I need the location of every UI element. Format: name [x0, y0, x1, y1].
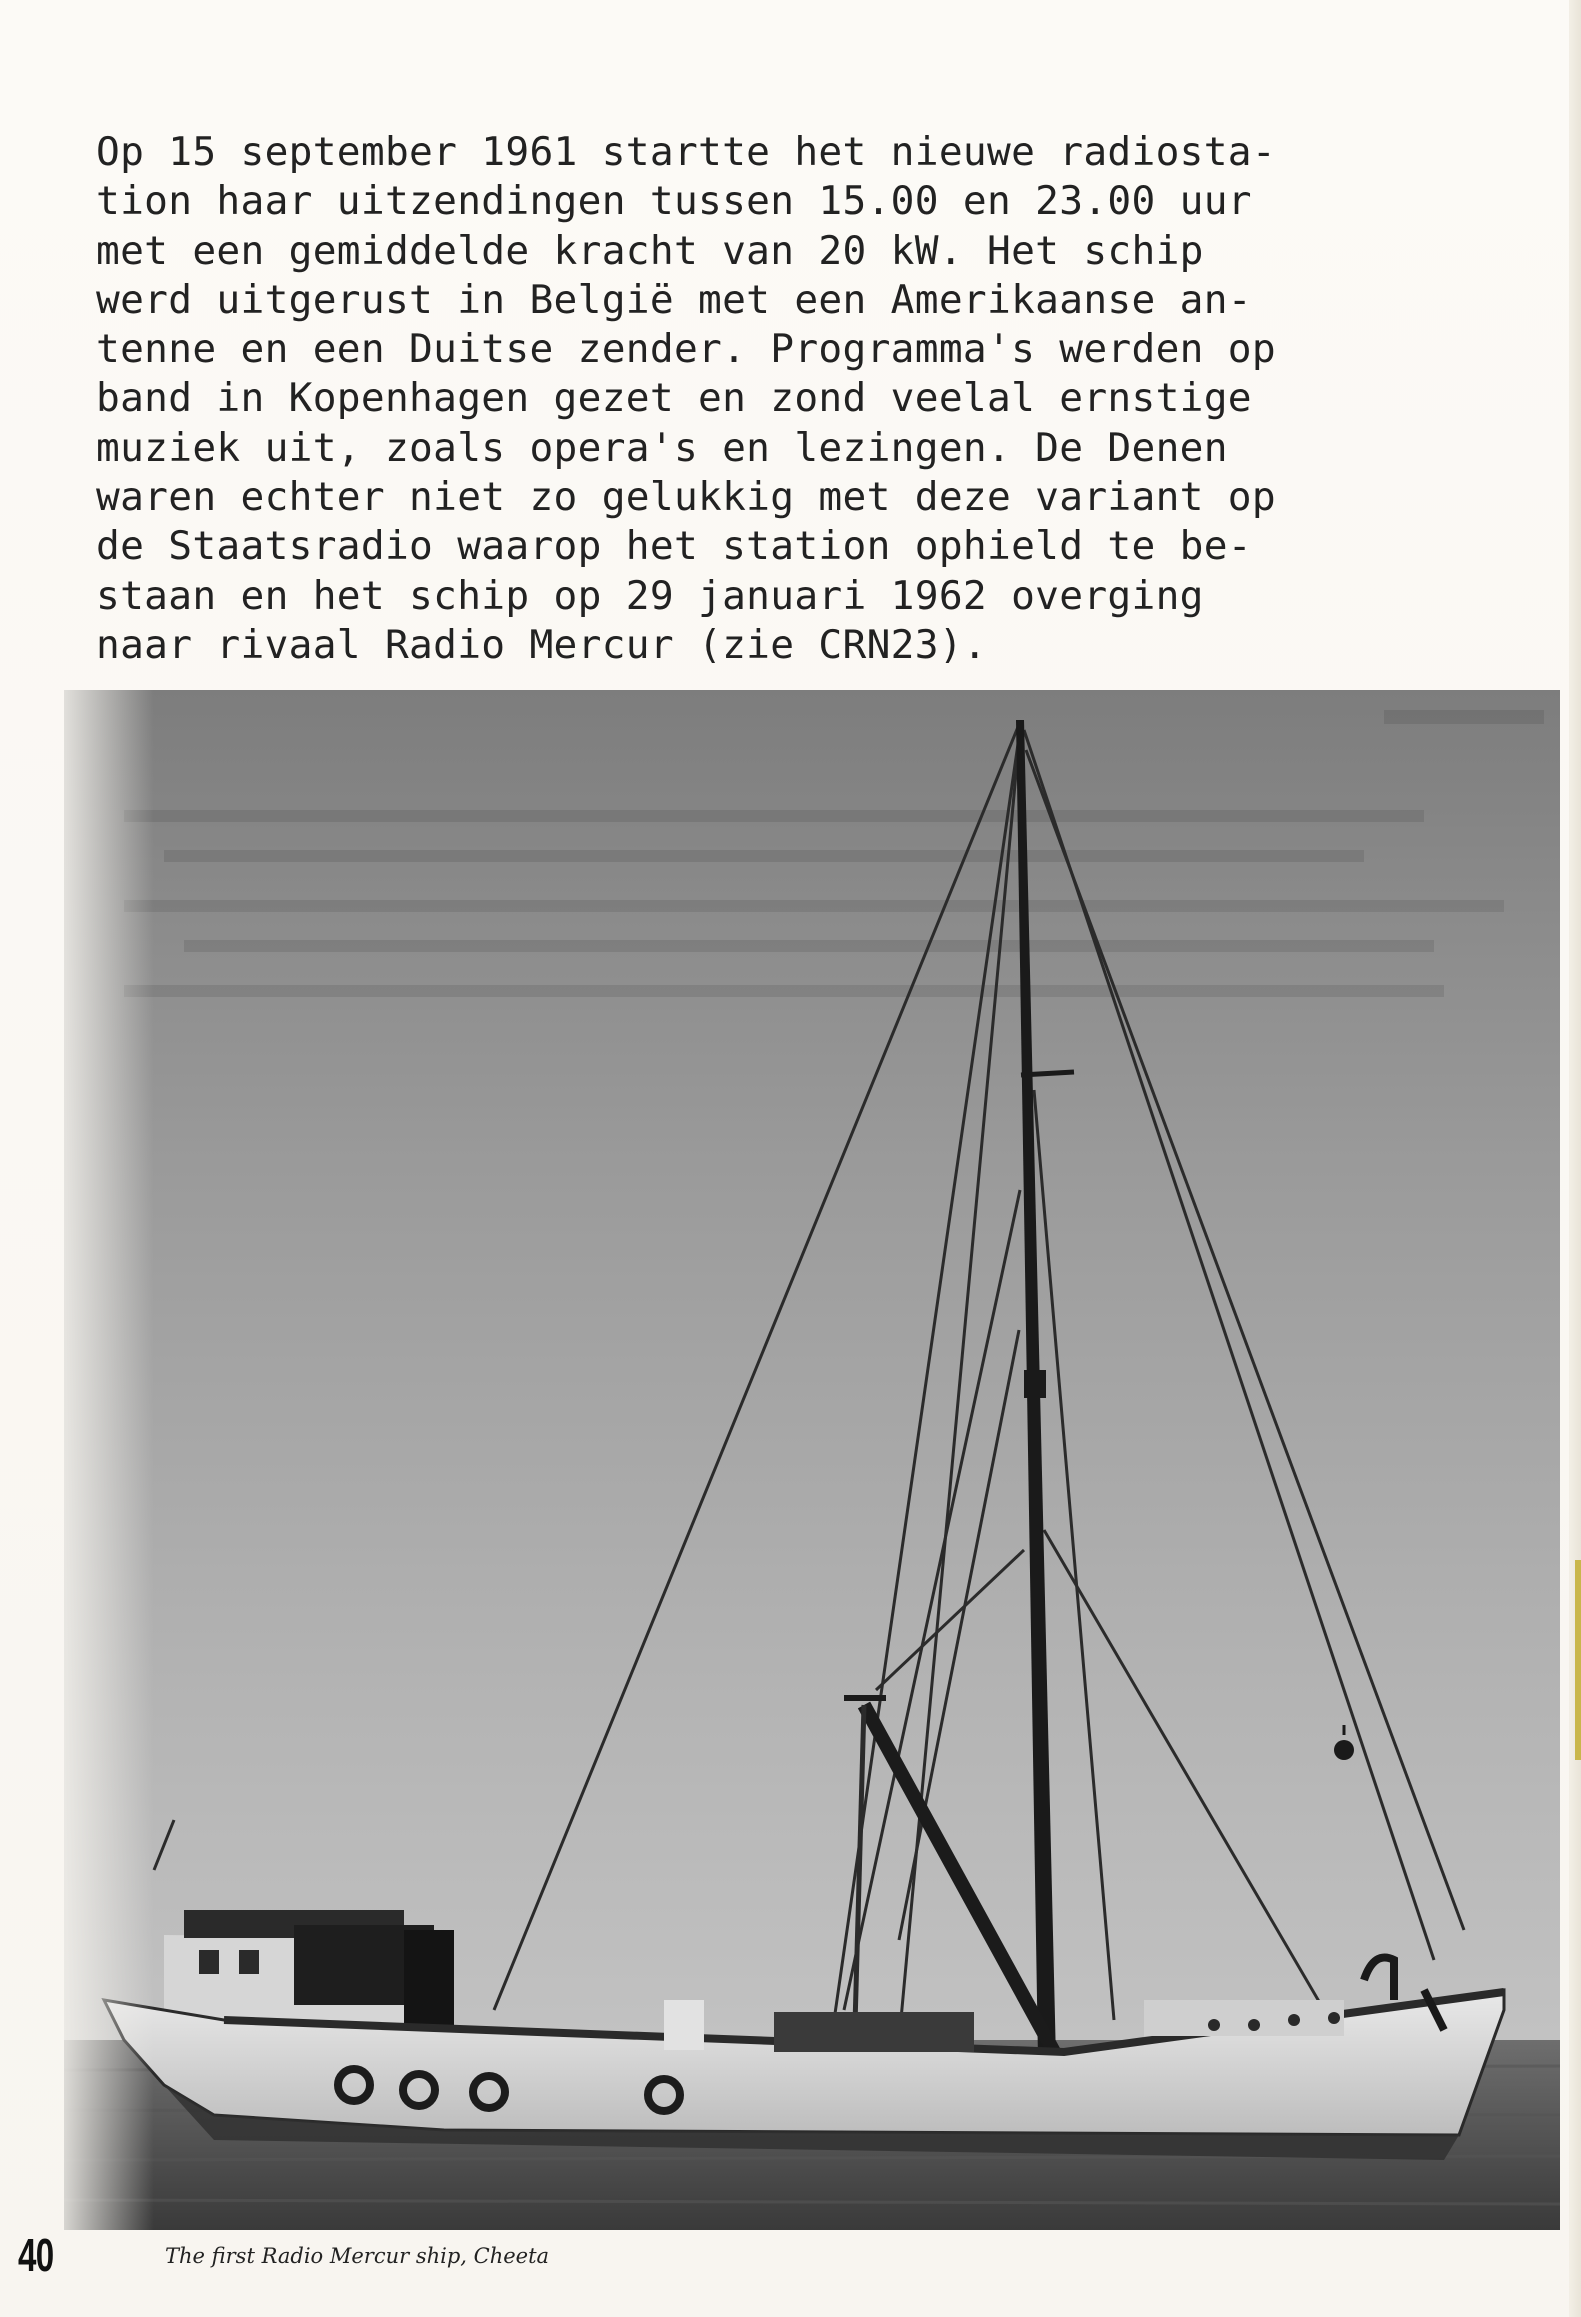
body-text-line: tenne en een Duitse zender. Programma's werden op	[96, 326, 1276, 373]
body-text-line: waren echter niet zo gelukkig met deze variant op	[96, 474, 1276, 521]
body-text-line: Op 15 september 1961 startte het nieuwe radiosta-	[96, 129, 1276, 175]
ship-photo	[64, 690, 1560, 2230]
body-text-line: band in Kopenhagen gezet en zond veelal ernstige	[96, 375, 1252, 422]
body-text-line: tion haar uitzendingen tussen 15.00 en 23.00 uur	[96, 178, 1252, 225]
page-tab-marker	[1575, 1560, 1581, 1760]
body-text-line: de Staatsradio waarop het station ophield te be-	[96, 523, 1252, 570]
ship-photo-illustration	[64, 690, 1560, 2230]
body-text-line: naar rivaal Radio Mercur (zie CRN23).	[96, 621, 987, 668]
body-text	[96, 128, 1436, 670]
body-text-line: werd uitgerust in België met een Amerikaanse an-	[96, 276, 1252, 323]
body-text-line: muziek uit, zoals opera's en lezingen. De Denen	[96, 424, 1228, 471]
page-number: 40	[18, 2229, 54, 2281]
photo-caption: The first Radio Mercur ship, Cheeta	[165, 2244, 550, 2268]
body-text-line: met een gemiddelde kracht van 20 kW. Het schip	[96, 227, 1204, 274]
page-edge	[1569, 0, 1581, 2317]
body-text-line: staan en het schip op 29 januari 1962 overging	[96, 572, 1204, 619]
